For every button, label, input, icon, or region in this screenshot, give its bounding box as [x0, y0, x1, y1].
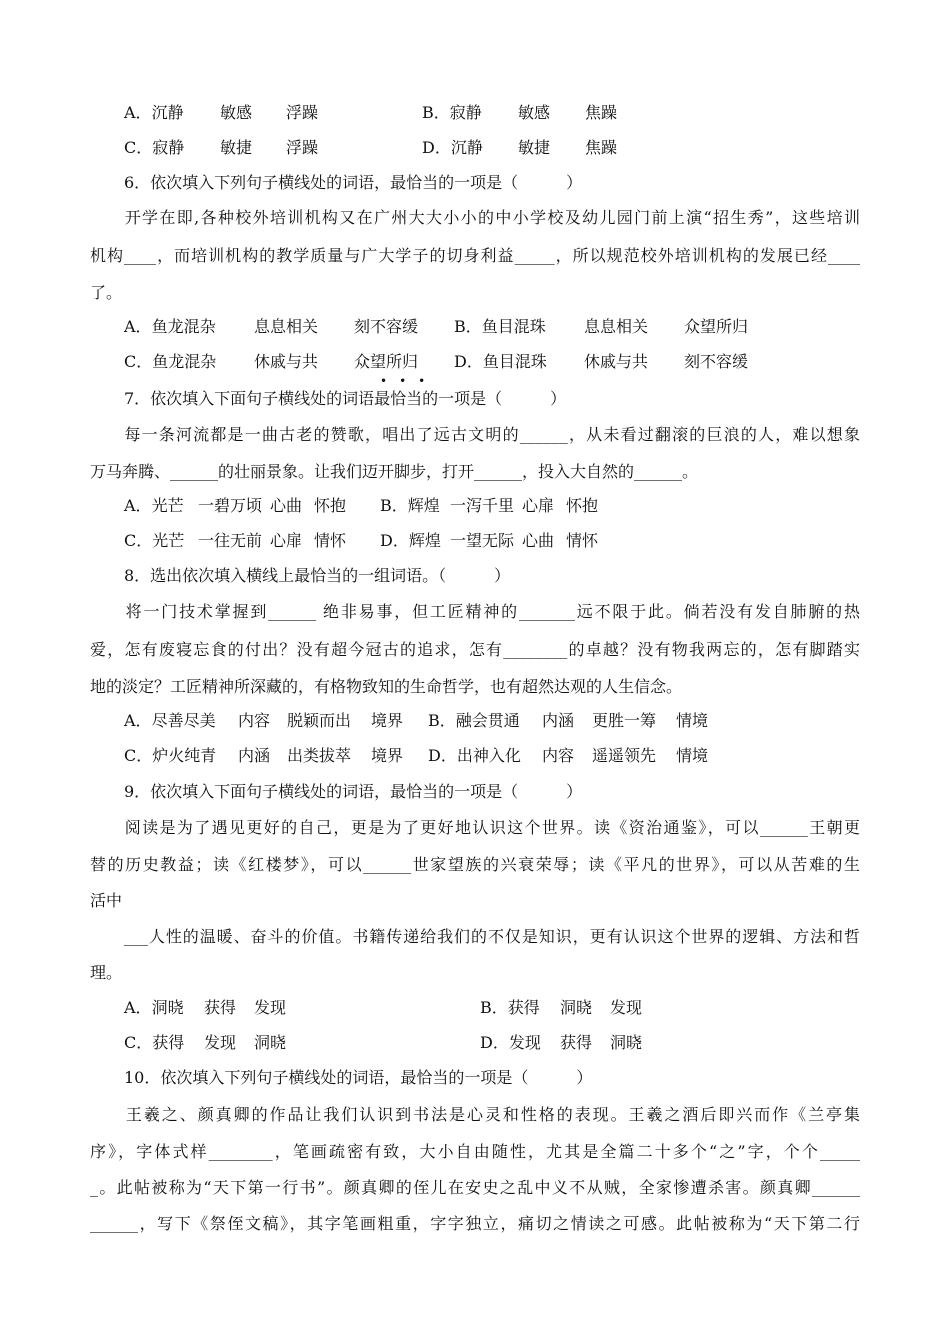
option-c: [124, 1031, 184, 1055]
option-word: 脱颖而出: [287, 711, 352, 730]
option-label: C．: [124, 352, 153, 371]
passage-line: ___人性的温暖、奋斗的价值。书籍传递给我们的不仅是知识，更有认识这个世界的逻辑、方法和哲: [90, 927, 860, 946]
option-label: C．: [124, 746, 153, 765]
question-stem: 8．选出依次填入横线上最恰当的一组词语。（ ）: [124, 566, 511, 585]
passage-line: 地的淡定？工匠精神所深藏的，有格物致知的生命哲学，也有超然达观的人生信念。: [90, 677, 683, 696]
option-c: [124, 744, 216, 768]
option-label: B．: [380, 496, 408, 515]
option-word: 焦躁: [585, 138, 618, 157]
passage-line: 万马奔腾、______的壮丽景象。让我们迈开脚步，打开______，投入大自然的______。: [90, 462, 699, 481]
option-word: 出神入化: [456, 746, 521, 765]
option-word: 鱼目混珠: [482, 352, 547, 371]
passage-line: 活中: [90, 891, 123, 910]
option-label: C．: [124, 531, 153, 550]
option-label: D．: [428, 746, 457, 765]
passage-line: 将一门技术掌握到______ 绝非易事，但工匠精神的_______远不限于此。倘若没有发自肺腑的热: [90, 602, 860, 621]
option-label: B．: [454, 317, 482, 336]
option-word: 洞晓: [560, 998, 593, 1017]
option-word: 刻不容缓: [354, 317, 419, 336]
option-b: [454, 315, 546, 339]
option-word: 辉煌: [407, 496, 440, 515]
option-word: 境界: [371, 746, 404, 765]
option-word: 融会贯通: [455, 711, 520, 730]
option-b: [428, 709, 520, 733]
option-word: 敏感: [220, 103, 253, 122]
option-word: 内涵: [542, 711, 575, 730]
passage-line: 爱，怎有废寝忘食的付出？没有超今冠古的追求，怎有________的卓越？没有物我两忘的，怎有脚踏实: [90, 640, 860, 659]
passage-line: 机构____，而培训机构的教学质量与广大学子的切身利益_____，所以规范校外培训机构的发展已经____: [90, 246, 860, 265]
option-word: 寂静: [152, 138, 185, 157]
option-label: A．: [124, 998, 152, 1017]
option-word: 敏感: [518, 103, 551, 122]
option-word: 沉静: [450, 138, 483, 157]
question-stem: 7．依次填入下面句子横线处的词语最恰当的一项是（ ）: [124, 389, 567, 408]
option-word: 出类拔萃: [287, 746, 352, 765]
option-label: A．: [124, 711, 152, 730]
option-word: 发现: [508, 1033, 541, 1052]
option-word: 境界: [371, 711, 404, 730]
option-word: 更胜一筹: [592, 711, 657, 730]
option-word: 一泻千里: [450, 496, 515, 515]
option-word: 辉煌: [408, 531, 441, 550]
option-word: 众望所归: [684, 317, 749, 336]
option-word: 一望无际: [450, 531, 515, 550]
passage-line: ______，写下《祭侄文稿》，其字笔画粗重，字字独立，痛切之情读之可感。此帖被称为“天下第二行: [90, 1214, 860, 1233]
passage-line: 替的历史教益；读《红楼梦》，可以______世家望族的兴衰荣辱；读《平凡的世界》，可以从苦难的生: [90, 855, 860, 874]
option-word: 怀抱: [314, 496, 347, 515]
option-a: [124, 709, 216, 733]
question-stem: 6．依次填入下列句子横线处的词语，最恰当的一项是（ ）: [124, 173, 583, 192]
option-label: C．: [124, 138, 153, 157]
option-label: D．: [422, 138, 451, 157]
option-word: 敏捷: [518, 138, 551, 157]
option-word: 刻不容缓: [684, 352, 749, 371]
option-word: 心扉: [270, 531, 303, 550]
option-label: C．: [124, 1033, 153, 1052]
option-word: 休戚与共: [584, 352, 649, 371]
option-d: [454, 350, 547, 374]
passage-line: 理。: [90, 963, 123, 982]
option-a: [124, 101, 184, 125]
option-word: 发现: [610, 998, 643, 1017]
passage-line: 王羲之、颜真卿的作品让我们认识到书法是心灵和性格的表现。王羲之酒后即兴而作《兰亭集: [90, 1105, 860, 1124]
option-c: [124, 136, 184, 160]
option-word: 息息相关: [584, 317, 649, 336]
option-word: 洞晓: [254, 1033, 287, 1052]
question-stem: 9．依次填入下面句子横线处的词语，最恰当的一项是（ ）: [124, 782, 583, 801]
option-word: 获得: [152, 1033, 185, 1052]
option-label: B．: [428, 711, 456, 730]
option-d: [480, 1031, 541, 1055]
option-word: 一往无前: [198, 531, 263, 550]
option-word: 浮躁: [286, 138, 319, 157]
option-word: 洞晓: [610, 1033, 643, 1052]
option-label: D．: [380, 531, 409, 550]
option-word: 心曲: [522, 531, 555, 550]
passage-line: 了。: [90, 283, 123, 302]
option-a: [124, 315, 216, 339]
option-label: B．: [480, 998, 508, 1017]
option-a: [124, 494, 184, 518]
option-word: 内容: [238, 711, 271, 730]
option-word: 众望所归: [354, 352, 419, 371]
option-label: A．: [124, 317, 152, 336]
option-word: 尽善尽美: [151, 711, 216, 730]
option-word: 鱼目混珠: [481, 317, 546, 336]
option-word: 鱼龙混杂: [152, 352, 217, 371]
option-label: A．: [124, 103, 152, 122]
option-word: 一碧万顷: [198, 496, 263, 515]
passage-line: 每一条河流都是一曲古老的赞歌，唱出了远古文明的______，从未看过翻滚的巨浪的人，难以想象: [90, 425, 860, 444]
option-word: 内容: [542, 746, 575, 765]
emphasis-dots: •••: [380, 374, 438, 388]
option-word: 内涵: [238, 746, 271, 765]
passage-line: 开学在即,各种校外培训机构又在广州大大小小的中小学校及幼儿园门前上演“招生秀”，这些培训: [90, 208, 860, 227]
option-word: 获得: [507, 998, 540, 1017]
option-b: [422, 101, 482, 125]
question-stem: 10．依次填入下列句子横线处的词语，最恰当的一项是（ ）: [124, 1068, 593, 1087]
option-word: 息息相关: [254, 317, 319, 336]
option-b: [380, 494, 440, 518]
passage-line: 序》，字体式样________，笔画疏密有致，大小自由随性，尤其是全篇二十多个“之”字，个个_____: [90, 1142, 860, 1161]
passage-line: 阅读是为了遇见更好的自己，更是为了更好地认识这个世界。读《资治通鉴》，可以______王朝更: [90, 818, 860, 837]
option-word: 遥遥领先: [592, 746, 657, 765]
option-word: 获得: [560, 1033, 593, 1052]
option-label: D．: [454, 352, 483, 371]
option-word: 情怀: [566, 531, 599, 550]
option-c: [124, 529, 184, 553]
option-word: 心扉: [522, 496, 555, 515]
option-label: D．: [480, 1033, 509, 1052]
option-word: 光芒: [152, 531, 185, 550]
option-d: [380, 529, 441, 553]
option-word: 鱼龙混杂: [151, 317, 216, 336]
option-word: 发现: [204, 1033, 237, 1052]
option-word: 发现: [254, 998, 287, 1017]
option-b: [480, 996, 540, 1020]
option-label: A．: [124, 496, 152, 515]
option-word: 浮躁: [286, 103, 319, 122]
option-a: [124, 996, 184, 1020]
option-d: [428, 744, 521, 768]
option-word: 寂静: [449, 103, 482, 122]
passage-line: _。此帖被称为“天下第一行书”。颜真卿的侄儿在安史之乱中义不从贼，全家惨遭杀害。颜真卿______: [90, 1178, 860, 1197]
option-word: 光芒: [151, 496, 184, 515]
option-d: [422, 136, 483, 160]
option-word: 炉火纯青: [152, 746, 217, 765]
option-word: 沉静: [151, 103, 184, 122]
option-word: 焦躁: [585, 103, 618, 122]
option-word: 情境: [676, 711, 709, 730]
option-label: B．: [422, 103, 450, 122]
option-word: 休戚与共: [254, 352, 319, 371]
option-word: 洞晓: [151, 998, 184, 1017]
option-word: 获得: [204, 998, 237, 1017]
option-word: 情怀: [314, 531, 347, 550]
option-word: 情境: [676, 746, 709, 765]
option-word: 怀抱: [566, 496, 599, 515]
option-word: 心曲: [270, 496, 303, 515]
option-word: 敏捷: [220, 138, 253, 157]
option-c: [124, 350, 216, 374]
